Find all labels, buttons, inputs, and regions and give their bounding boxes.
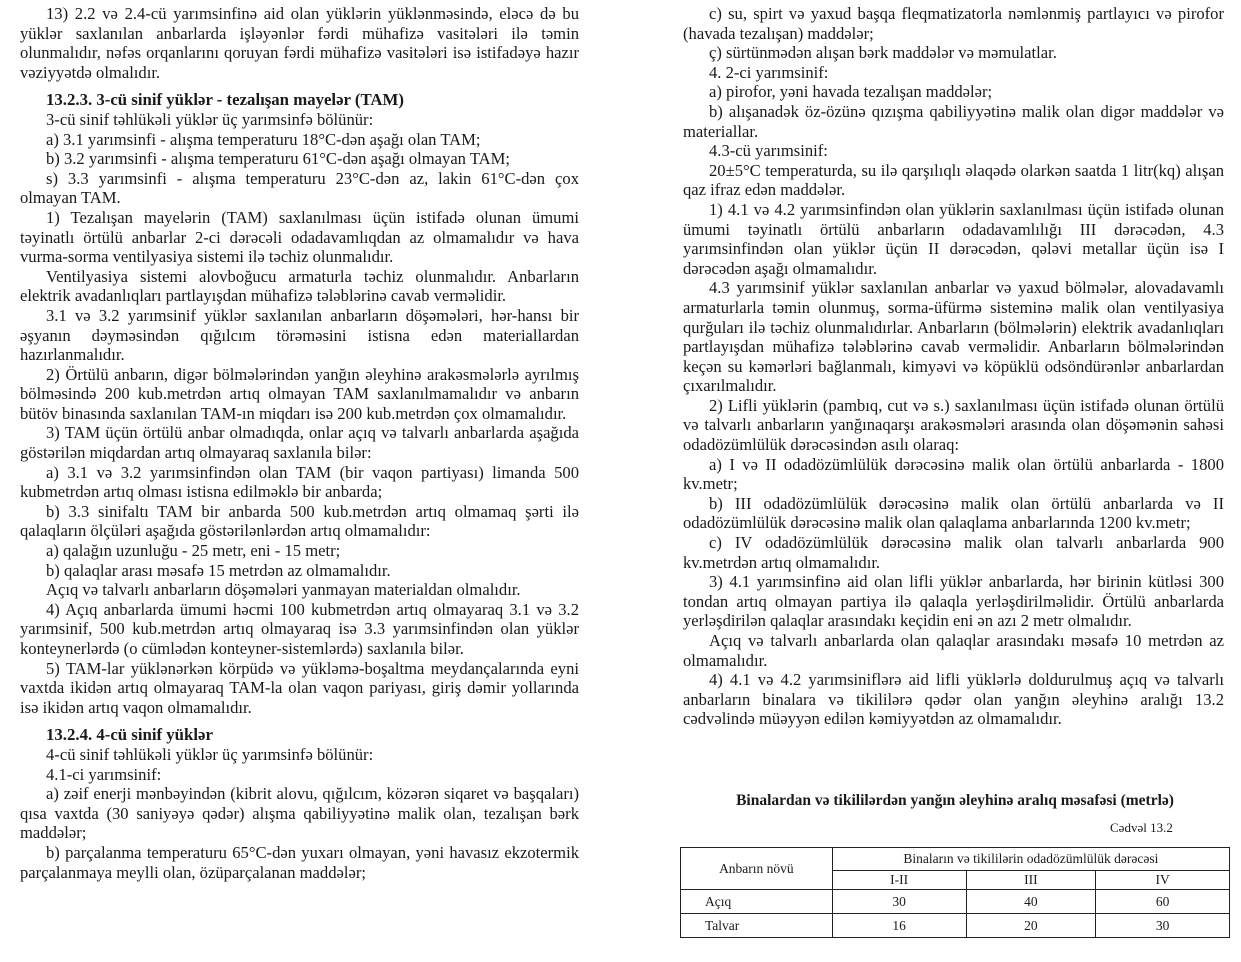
list-item: c) IV odadözümlülük dərəcəsinə malik olan talvarlı anbarlarda 900 kv.metrdən artıq olmamalıdır. <box>683 533 1224 572</box>
paragraph: 4) 4.1 və 4.2 yarımsiniflərə aid lifli yüklərlə doldurulmuş açıq və talvarlı anbarların binalara və tikililərə qədər olan yanğın əleyhinə aralığı 13.2 cədvəlində müəyyən edilən kəmiyyətdən az olmamalıdır. <box>683 670 1224 729</box>
table-caption: Cədvəl 13.2 <box>1110 820 1173 835</box>
table-cell: 60 <box>1096 890 1230 914</box>
paragraph: 1) Tezalışan mayelərin (TAM) saxlanılması üçün istifadə olunan ümumi təyinatlı örtülü anbarlar 2-ci dərəcəli odadavamlıqdan az olmamalıdır və hava vurma-sorma ventilyasiya sistemi ilə təchiz olunmalıdır. <box>20 207 579 267</box>
table-cell: 30 <box>1096 914 1230 938</box>
paragraph: 5) TAM-lar yüklənərkən körpüdə və yükləmə-boşaltma meydançalarında eyni vaxtda ikidən artıq olmayaraq TAM-la olan vaqon pariyası, giriş dəmir yollarında isə ikidən artıq vaqon olmamalıdır. <box>20 658 579 717</box>
list-item: b) alışanadək öz-özünə qızışma qabiliyyətinə malik olan digər maddələr və materiallar. <box>683 101 1224 141</box>
table-title: Binalardan və tikililərdən yanğın əleyhinə aralıq məsafəsi (metrlə) <box>736 792 1174 809</box>
table-row <box>681 914 1230 938</box>
table-cell: 30 <box>832 890 966 914</box>
list-item: b) parçalanma temperaturu 65°C-dən yuxarı olmayan, yəni havasız ekzotermik parçalanmaya meylli olan, özüparçalanan maddələr; <box>20 842 579 882</box>
row-label: Açıq <box>681 890 833 914</box>
paragraph: 3) 4.1 yarımsinfinə aid olan lifli yüklər anbarlarda, hər birinin kütləsi 300 tondan artıq olmayan partiya ilə qalaqla yerləşdirilməlidir. Örtülü anbarlarda yerləşdirilən qalaqlar arasındakı keçidin eni ən azı 2 metr olmalıdır. <box>683 572 1224 631</box>
table-row <box>681 890 1230 914</box>
table-header-row <box>681 848 1230 871</box>
list-item: s) 3.3 yarımsinfi - alışma temperaturu 23°C-dən az, lakin 61°C-dən çox olmayan TAM. <box>20 168 579 208</box>
paragraph: 4. 2-ci yarımsinif: <box>709 62 829 82</box>
list-item: ç) sürtünmədən alışan bərk maddələr və məmulatlar. <box>709 43 1057 63</box>
paragraph: 4-cü sinif təhlükəli yüklər üç yarımsinfə bölünür: <box>46 744 374 764</box>
paragraph: 4.3 yarımsinif yüklər saxlanılan anbarlar və yaxud bölmələr, alovadavamlı armaturlarla təmin olunmuş, sorma-üfürmə sisteminə malik olan ventilyasiya qurğuları ilə təchiz olunmalıdırlar. Anbarların (bölmələrin) elektrik avadanlıqları partlayışdan mühafizə tələblərinə cavab verməlidir. Anbarların bölmələrindən keçən su kəmərləri bağlanmalı, kimyəvi və köpüklü odsöndürənlər anbarlardan çıxarılmalıdır. <box>683 278 1224 396</box>
paragraph: 3-cü sinif təhlükəli yüklər üç yarımsinfə bölünür: <box>46 109 374 129</box>
paragraph: 3) TAM üçün örtülü anbar olmadıqda, onlar açıq və talvarlı anbarlarda aşağıda göstərilən miqdardan artıq olmayaraq saxlanıla bilər: <box>20 423 579 463</box>
paragraph: 2) Örtülü anbarın, digər bölmələrindən yanğın əleyhinə arakəsmələrlə ayrılmış bölməsində 200 kub.metrdən artıq olmayan TAM saxlanılmamalıdır və anbarın bütöv binasında saxlanılan TAM-ın miqdarı isə 200 kub.metrdən çox olmamalıdır. <box>20 364 579 423</box>
right-column <box>683 4 1224 729</box>
list-item: b) III odadözümlülük dərəcəsinə malik olan örtülü anbarlarda və II odadözümlülük dərəcəsinə malik olan qalaqlama anbarlarında 1200 kv.metr; <box>683 493 1224 533</box>
list-item: a) zəif enerji mənbəyindən (kibrit alovu, qığılcım, közərən siqaret və başqaları) qısa vaxtda (30 saniyəyə qədər) alışma qabiliyyətinə malik olan, tezalışan bərk maddələr; <box>20 784 579 843</box>
group-header: Binaların və tikililərin odadözümlülük dərəcəsi <box>832 848 1229 871</box>
list-item: c) su, spirt və yaxud başqa fleqmatizatorla nəmlənmiş partlayıcı və pirofor (havada tezalışan) maddələr; <box>683 4 1224 43</box>
section-heading-13-2-3: 13.2.3. 3-cü sinif yüklər - tezalışan mayelər (TAM) <box>46 90 404 110</box>
table-cell: 40 <box>966 890 1096 914</box>
list-item: a) 3.1 yarımsinfi - alışma temperaturu 18°C-dən aşağı olan TAM; <box>46 129 481 149</box>
column-header: IV <box>1096 871 1230 890</box>
paragraph: 2) Lifli yüklərin (pambıq, cut və s.) saxlanılması üçün istifadə olunan örtülü və talvarlı anbarların yanğınaqarşı arakəsmələri arasında olan döşəmənin sahəsi odadözümlülük dərəcəsindən asılı olaraq: <box>683 395 1224 455</box>
table-cell: 16 <box>832 914 966 938</box>
paragraph: 1) 4.1 və 4.2 yarımsinfindən olan yüklərin saxlanılması üçün istifadə olunan ümumi təyinatlı örtülü anbarların odadavamlılığı III dərəcədən, 4.3 yarımsinfindən olan yüklər üçün II dərəcədən, qələvi metallar üçün isə I dərəcədən aşağı olmamalıdır. <box>683 199 1224 278</box>
list-item: a) qalağın uzunluğu - 25 metr, eni - 15 metr; <box>46 541 341 561</box>
paragraph: Açıq və talvarlı anbarların döşəmələri yanmayan materialdan olmalıdır. <box>46 580 521 600</box>
table-cell: 20 <box>966 914 1096 938</box>
row-header-label: Anbarın növü <box>681 848 833 890</box>
fire-distance-table <box>680 847 1230 938</box>
left-column <box>20 4 579 882</box>
section-heading-13-2-4: 13.2.4. 4-cü sinif yüklər <box>46 725 213 745</box>
paragraph: Ventilyasiya sistemi alovboğucu armaturla təchiz olunmalıdır. Anbarların elektrik avadanlıqları partlayışdan mühafizə tələblərinə cavab verməlidir. <box>20 266 579 306</box>
paragraph: 3.1 və 3.2 yarımsinif yüklər saxlanılan anbarların döşəmələri, hər-hansı bir əşyanın dəyməsindən qığılcım törəməsini istisna edən materiallardan hazırlanmalıdır. <box>20 305 579 365</box>
list-item: b) 3.2 yarımsinfi - alışma temperaturu 61°C-dən aşağı olmayan TAM; <box>46 149 510 169</box>
column-header: III <box>966 871 1096 890</box>
list-item: b) 3.3 sinifaltı TAM bir anbarda 500 kub.metrdən artıq olmamaq şərti ilə qalaqların ölçüləri aşağıda göstərilənlərdən artıq olmamalıdır: <box>20 501 579 541</box>
paragraph: 13) 2.2 və 2.4-cü yarımsinfinə aid olan yüklərin yüklənməsində, eləcə də bu yüklər saxlanılan anbarlarda işləyənlər fərdi mühafizə vasitələri ilə təmin olunmalıdır, nəfəs orqanlarını qoruyan fərdi mühafizə vasitələri isə istifadəyə hazır vəziyyətdə olmalıdır. <box>20 4 579 82</box>
row-label: Talvar <box>681 914 833 938</box>
list-item: a) I və II odadözümlülük dərəcəsinə malik olan örtülü anbarlarda - 1800 kv.metr; <box>683 454 1224 494</box>
list-item: a) pirofor, yəni havada tezalışan maddələr; <box>709 82 993 102</box>
paragraph: 4) Açıq anbarlarda ümumi həcmi 100 kubmetrdən artıq olmayaraq 3.1 və 3.2 yarımsinif, 500 kub.metrdən artıq olmayaraq isə 3.3 yarımsinfindən olan yüklər konteynerlərdə (o cümlədən konteyner-sistemlərdə) saxlanıla bilər. <box>20 599 579 658</box>
paragraph: Açıq və talvarlı anbarlarda olan qalaqlar arasındakı məsafə 10 metrdən az olmamalıdır. <box>683 631 1224 670</box>
paragraph: 20±5°C temperaturda, su ilə qarşılıqlı əlaqədə olarkən saatda 1 litr(kq) alışan qaz ifraz edən maddələr. <box>683 160 1224 200</box>
list-item: a) 3.1 və 3.2 yarımsinfindən olan TAM (bir vaqon partiyası) limanda 500 kubmetrdən artıq olması istisna edilməklə bir anbarda; <box>20 462 579 502</box>
list-item: b) qalaqlar arası məsafə 15 metrdən az olmamalıdır. <box>46 560 391 580</box>
column-header: I-II <box>832 871 966 890</box>
paragraph: 4.1-ci yarımsinif: <box>46 764 162 784</box>
paragraph: 4.3-cü yarımsinif: <box>709 141 828 161</box>
